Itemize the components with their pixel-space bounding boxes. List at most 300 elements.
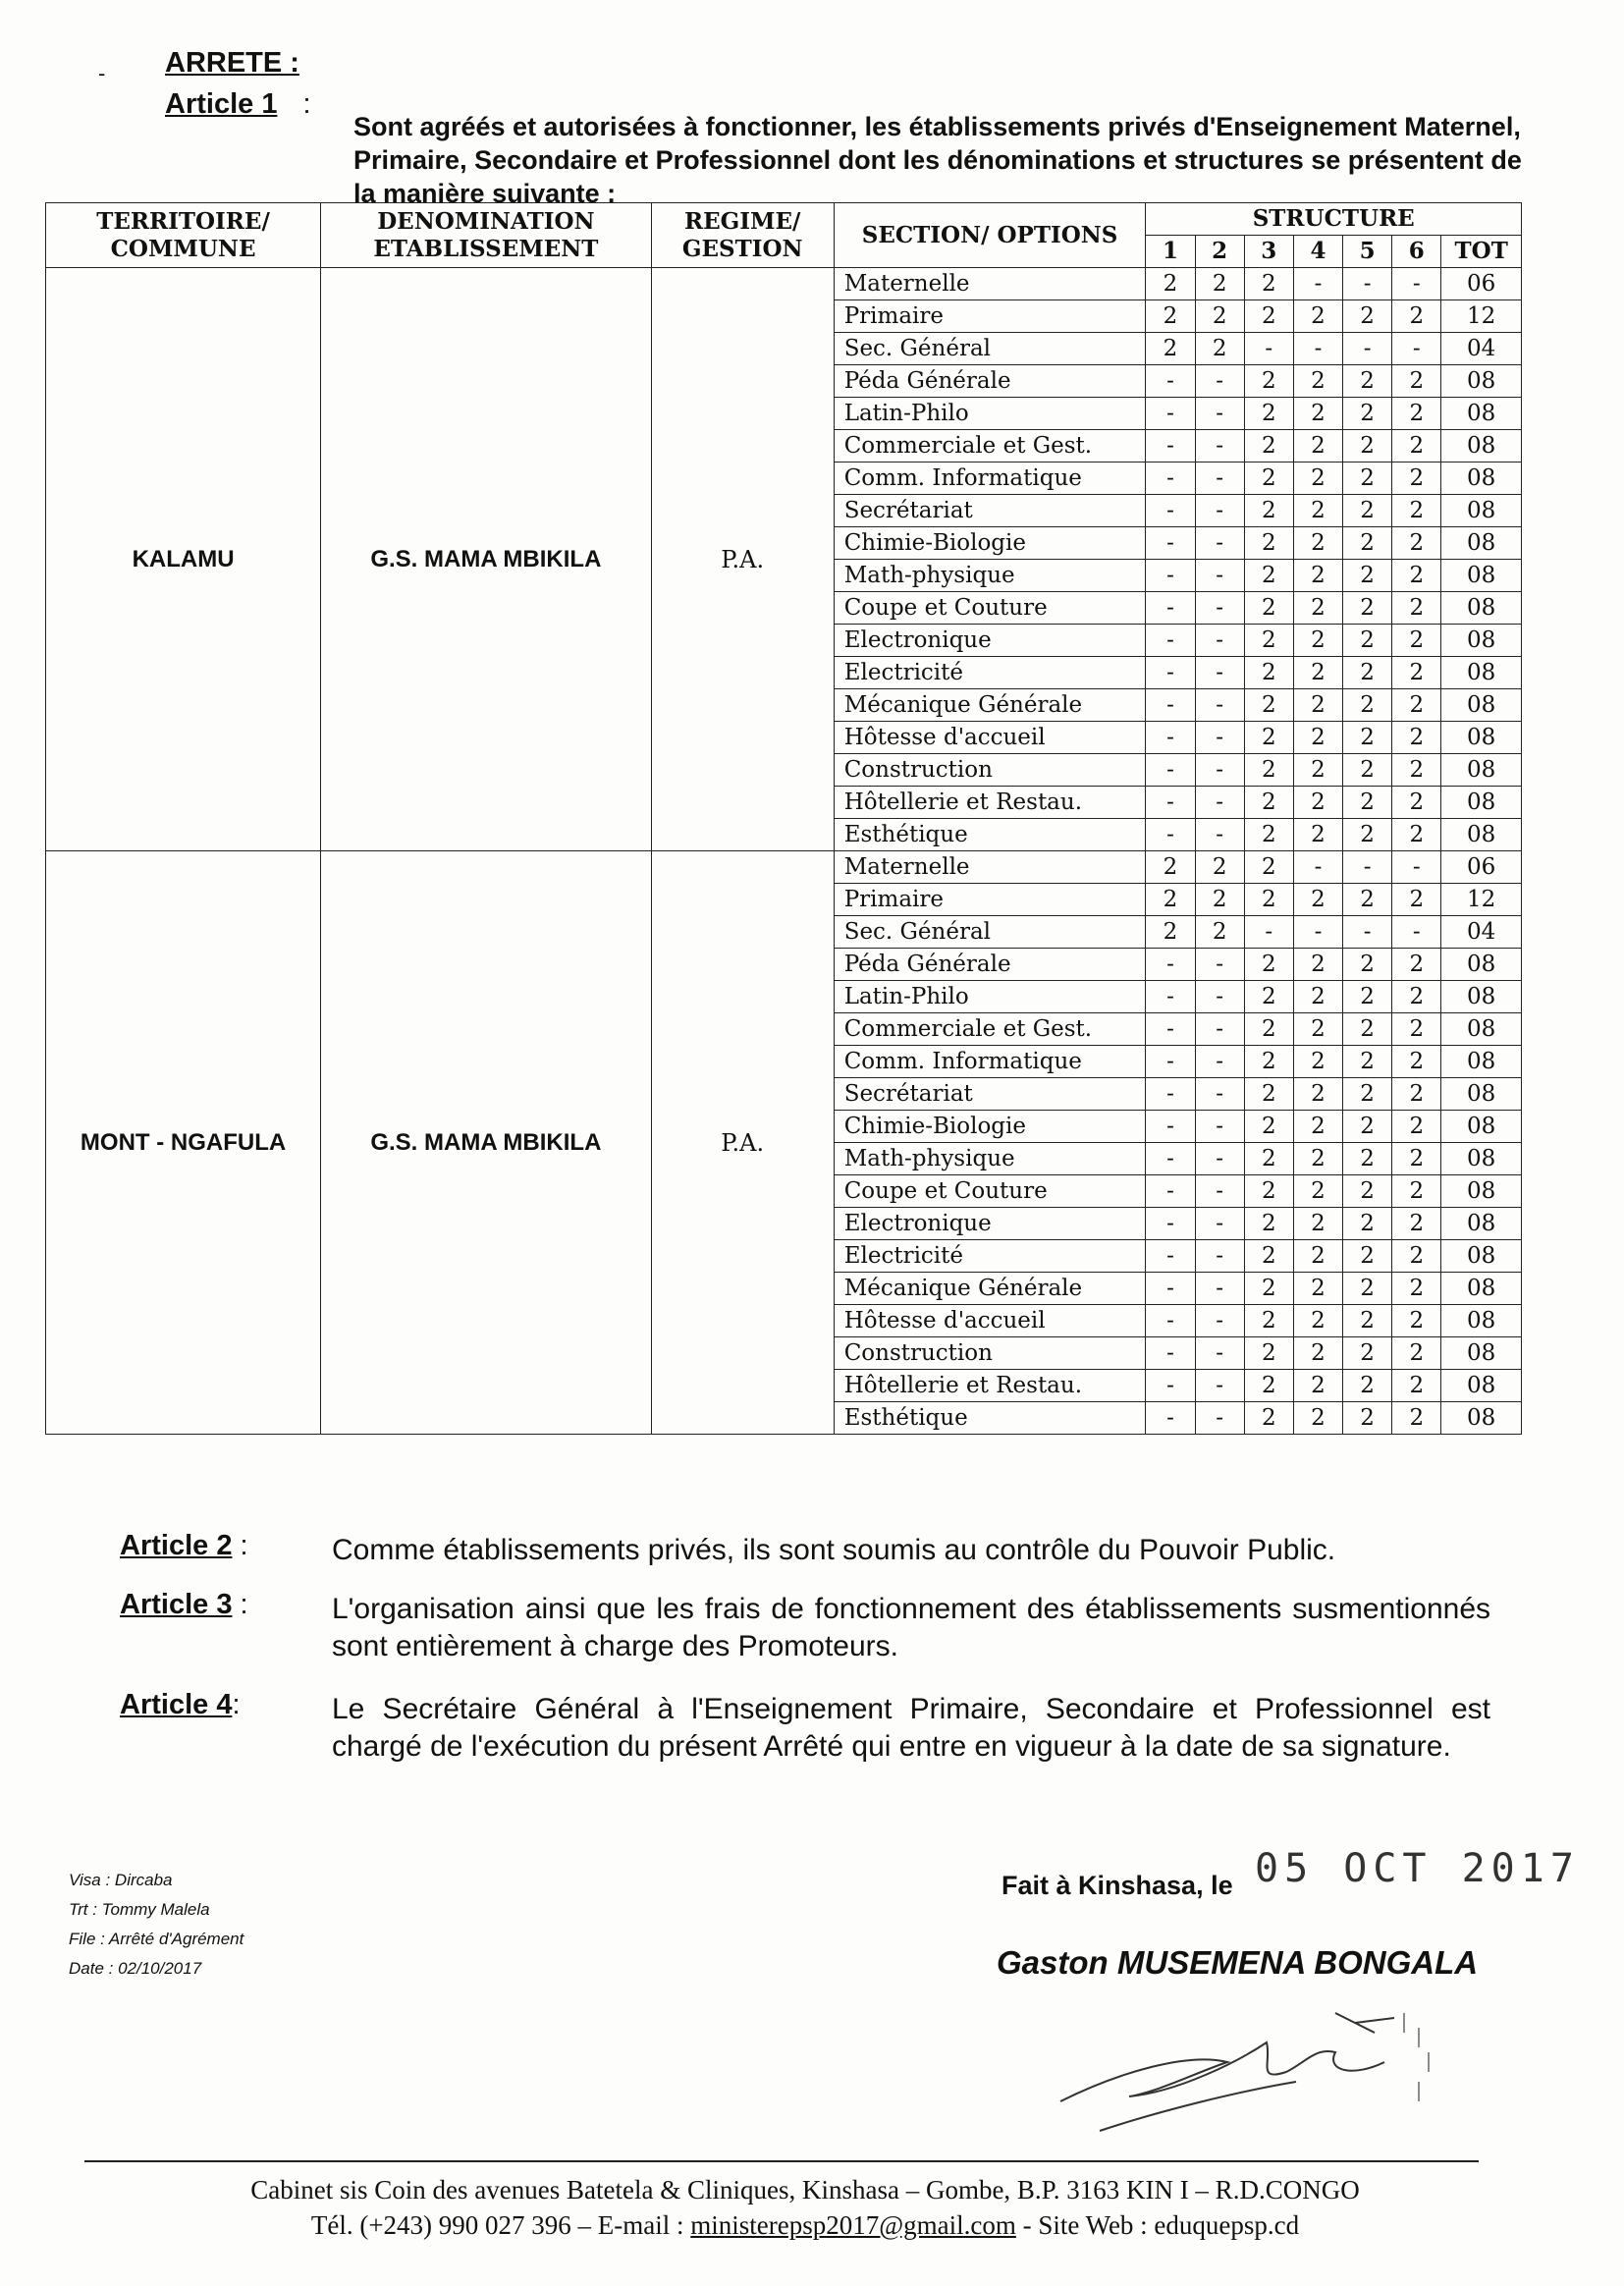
- structure-cell: -: [1195, 495, 1244, 527]
- structure-cell: -: [1195, 657, 1244, 689]
- structure-cell: 2: [1392, 1370, 1441, 1402]
- structure-cell: 2: [1244, 722, 1293, 754]
- place-date-line: Fait à Kinshasa, le: [1001, 1871, 1233, 1900]
- structure-cell: -: [1195, 689, 1244, 722]
- article-1-heading: [165, 88, 311, 121]
- structure-cell: 2: [1244, 560, 1293, 592]
- structure-cell: -: [1392, 916, 1441, 949]
- structure-cell: -: [1195, 463, 1244, 495]
- arrete-title: ARRETE :: [165, 47, 299, 79]
- article-2-heading: [120, 1530, 248, 1562]
- structure-cell: 2: [1343, 398, 1392, 430]
- structure-cell: 2: [1293, 689, 1342, 722]
- article-1-label: Article 1: [165, 88, 278, 120]
- total-cell: 08: [1441, 1402, 1522, 1435]
- structure-cell: 2: [1293, 1402, 1342, 1435]
- structure-cell: 2: [1146, 300, 1195, 333]
- structure-cell: 2: [1146, 268, 1195, 300]
- total-cell: 08: [1441, 657, 1522, 689]
- structure-cell: 2: [1343, 949, 1392, 981]
- structure-cell: 2: [1293, 1078, 1342, 1111]
- section-cell: Secrétariat: [834, 1078, 1146, 1111]
- structure-cell: 2: [1293, 1143, 1342, 1175]
- section-cell: Mécanique Générale: [834, 689, 1146, 722]
- margin-mark: -: [98, 61, 106, 85]
- article-2-text: Comme établissements privés, ils sont soumis au contrôle du Pouvoir Public.: [332, 1534, 1336, 1566]
- structure-cell: 2: [1392, 1046, 1441, 1078]
- section-cell: Comm. Informatique: [834, 463, 1146, 495]
- structure-cell: -: [1146, 1078, 1195, 1111]
- total-cell: 08: [1441, 1175, 1522, 1208]
- structure-cell: 2: [1343, 1111, 1392, 1143]
- structure-cell: 2: [1293, 949, 1342, 981]
- structure-cell: 2: [1244, 300, 1293, 333]
- structure-cell: -: [1146, 398, 1195, 430]
- etablissement-cell: G.S. MAMA MBIKILA: [321, 851, 652, 1435]
- structure-cell: -: [1146, 819, 1195, 851]
- structure-cell: 2: [1392, 1305, 1441, 1337]
- date-line: Date : 02/10/2017: [69, 1959, 202, 1978]
- total-cell: 04: [1441, 916, 1522, 949]
- structure-cell: 2: [1343, 1078, 1392, 1111]
- section-cell: Construction: [834, 754, 1146, 787]
- section-cell: Electronique: [834, 1208, 1146, 1240]
- structure-cell: 2: [1343, 527, 1392, 560]
- structure-cell: 2: [1392, 463, 1441, 495]
- article-4-label: Article 4: [120, 1689, 233, 1720]
- structure-cell: 2: [1392, 1013, 1441, 1046]
- structure-cell: 2: [1195, 300, 1244, 333]
- structure-cell: 2: [1343, 689, 1392, 722]
- structure-cell: -: [1392, 333, 1441, 365]
- structure-cell: 2: [1244, 1402, 1293, 1435]
- structure-cell: 2: [1343, 300, 1392, 333]
- structure-cell: 2: [1146, 916, 1195, 949]
- structure-cell: -: [1195, 754, 1244, 787]
- structure-cell: 2: [1343, 722, 1392, 754]
- structure-cell: -: [1293, 333, 1342, 365]
- header-section: SECTION/ OPTIONS: [834, 203, 1146, 268]
- section-cell: Hôtellerie et Restau.: [834, 787, 1146, 819]
- regime-cell: P.A.: [651, 851, 834, 1435]
- structure-cell: -: [1195, 1143, 1244, 1175]
- structure-cell: 2: [1343, 560, 1392, 592]
- structure-cell: 2: [1392, 1337, 1441, 1370]
- structure-cell: 2: [1293, 657, 1342, 689]
- article-4-heading: [120, 1689, 241, 1721]
- structure-cell: 2: [1244, 949, 1293, 981]
- structure-cell: -: [1195, 592, 1244, 625]
- structure-cell: 2: [1146, 884, 1195, 916]
- section-cell: Latin-Philo: [834, 981, 1146, 1013]
- structure-cell: -: [1146, 495, 1195, 527]
- structure-cell: 2: [1392, 981, 1441, 1013]
- section-cell: Primaire: [834, 300, 1146, 333]
- footer-divider: [84, 2160, 1479, 2162]
- structure-cell: -: [1146, 754, 1195, 787]
- signer-name: Gaston MUSEMENA BONGALA: [997, 1944, 1479, 1981]
- structure-cell: 2: [1392, 689, 1441, 722]
- date-stamp: 05 OCT 2017: [1255, 1846, 1580, 1891]
- structure-cell: -: [1146, 1402, 1195, 1435]
- article-4-text: Le Secrétaire Général à l'Enseignement Primaire, Secondaire et Professionnel est chargé de l'exécution du présent Arrêté qui entre en vigueur à la date de sa signature.: [332, 1693, 1490, 1763]
- structure-cell: -: [1146, 1273, 1195, 1305]
- total-cell: 08: [1441, 981, 1522, 1013]
- section-cell: Electronique: [834, 625, 1146, 657]
- structure-cell: -: [1146, 949, 1195, 981]
- section-cell: Math-physique: [834, 1143, 1146, 1175]
- total-cell: 08: [1441, 1273, 1522, 1305]
- structure-cell: -: [1195, 819, 1244, 851]
- article-1-colon: :: [302, 88, 311, 120]
- structure-cell: -: [1146, 1240, 1195, 1273]
- structure-cell: 2: [1195, 916, 1244, 949]
- section-cell: Math-physique: [834, 560, 1146, 592]
- structure-cell: 2: [1392, 1143, 1441, 1175]
- structure-cell: -: [1146, 365, 1195, 398]
- article-3-text: L'organisation ainsi que les frais de fonctionnement des établissements susmentionnés sont entièrement à charge des Promoteurs.: [332, 1593, 1490, 1662]
- section-cell: Maternelle: [834, 851, 1146, 884]
- total-cell: 08: [1441, 754, 1522, 787]
- structure-cell: 2: [1343, 495, 1392, 527]
- structure-cell: 2: [1293, 1370, 1342, 1402]
- structure-cell: -: [1146, 787, 1195, 819]
- structure-cell: 2: [1293, 1305, 1342, 1337]
- structure-cell: -: [1392, 268, 1441, 300]
- total-cell: 08: [1441, 560, 1522, 592]
- total-cell: 08: [1441, 689, 1522, 722]
- structure-cell: -: [1146, 592, 1195, 625]
- article-colon: :: [232, 1530, 248, 1561]
- structure-cell: -: [1146, 1143, 1195, 1175]
- section-cell: Hôtellerie et Restau.: [834, 1370, 1146, 1402]
- structure-cell: 2: [1392, 787, 1441, 819]
- structure-cell: 2: [1195, 268, 1244, 300]
- section-cell: Comm. Informatique: [834, 1046, 1146, 1078]
- structure-cell: 2: [1244, 1273, 1293, 1305]
- header-col-4: 4: [1293, 236, 1342, 268]
- structure-cell: -: [1195, 1402, 1244, 1435]
- structure-cell: 2: [1244, 1078, 1293, 1111]
- structure-cell: -: [1343, 851, 1392, 884]
- section-cell: Latin-Philo: [834, 398, 1146, 430]
- structure-cell: 2: [1392, 884, 1441, 916]
- structure-cell: -: [1146, 560, 1195, 592]
- total-cell: 06: [1441, 268, 1522, 300]
- structure-cell: 2: [1343, 1240, 1392, 1273]
- footer-line-2: [108, 2207, 1502, 2243]
- header-col-tot: TOT: [1441, 236, 1522, 268]
- total-cell: 08: [1441, 1078, 1522, 1111]
- structure-cell: 2: [1293, 722, 1342, 754]
- header-territoire: TERRITOIRE/ COMMUNE: [46, 203, 321, 268]
- total-cell: 08: [1441, 1046, 1522, 1078]
- total-cell: 08: [1441, 1111, 1522, 1143]
- handwritten-signature: [1041, 1993, 1453, 2141]
- structure-cell: -: [1146, 1013, 1195, 1046]
- structure-cell: 2: [1244, 1370, 1293, 1402]
- structure-cell: -: [1244, 333, 1293, 365]
- structure-cell: -: [1146, 1370, 1195, 1402]
- structure-cell: 2: [1293, 625, 1342, 657]
- section-cell: Péda Générale: [834, 949, 1146, 981]
- structure-cell: -: [1146, 657, 1195, 689]
- structure-cell: 2: [1293, 592, 1342, 625]
- file-line: File : Arrêté d'Agrément: [69, 1930, 244, 1948]
- structure-cell: -: [1392, 851, 1441, 884]
- structure-cell: 2: [1244, 819, 1293, 851]
- structure-cell: -: [1195, 1305, 1244, 1337]
- header-col-1: 1: [1146, 236, 1195, 268]
- total-cell: 08: [1441, 1305, 1522, 1337]
- header-structure: STRUCTURE: [1146, 203, 1522, 236]
- total-cell: 08: [1441, 527, 1522, 560]
- structure-cell: -: [1146, 1046, 1195, 1078]
- structure-cell: 2: [1244, 495, 1293, 527]
- structure-cell: 2: [1293, 884, 1342, 916]
- structure-cell: 2: [1244, 398, 1293, 430]
- structure-cell: -: [1195, 722, 1244, 754]
- section-cell: Chimie-Biologie: [834, 527, 1146, 560]
- structure-cell: 2: [1146, 333, 1195, 365]
- structure-cell: 2: [1392, 1208, 1441, 1240]
- structure-cell: -: [1146, 1208, 1195, 1240]
- total-cell: 08: [1441, 722, 1522, 754]
- structure-cell: -: [1293, 851, 1342, 884]
- section-cell: Electricité: [834, 657, 1146, 689]
- structure-cell: 2: [1343, 463, 1392, 495]
- structure-cell: -: [1146, 1111, 1195, 1143]
- total-cell: 08: [1441, 365, 1522, 398]
- table-row: [46, 851, 1522, 884]
- structure-cell: 2: [1343, 365, 1392, 398]
- header-col-5: 5: [1343, 236, 1392, 268]
- structure-cell: 2: [1244, 1046, 1293, 1078]
- structure-cell: 2: [1343, 787, 1392, 819]
- section-cell: Primaire: [834, 884, 1146, 916]
- structure-cell: -: [1195, 1240, 1244, 1273]
- structure-cell: 2: [1244, 430, 1293, 463]
- section-cell: Esthétique: [834, 1402, 1146, 1435]
- total-cell: 08: [1441, 592, 1522, 625]
- structure-cell: 2: [1244, 981, 1293, 1013]
- structure-cell: 2: [1293, 981, 1342, 1013]
- structure-cell: -: [1195, 1013, 1244, 1046]
- structure-cell: 2: [1244, 1111, 1293, 1143]
- structure-cell: 2: [1392, 300, 1441, 333]
- structure-cell: -: [1195, 949, 1244, 981]
- header-row: [46, 203, 1522, 236]
- structure-cell: -: [1343, 268, 1392, 300]
- structure-cell: -: [1244, 916, 1293, 949]
- table-row: [46, 268, 1522, 300]
- structure-cell: -: [1195, 365, 1244, 398]
- structure-cell: 2: [1293, 527, 1342, 560]
- structure-cell: 2: [1392, 430, 1441, 463]
- footer-line-1: Cabinet sis Coin des avenues Batetela & Cliniques, Kinshasa – Gombe, B.P. 3163 KIN I – R.D.CONGO: [250, 2175, 1360, 2204]
- header-col-6: 6: [1392, 236, 1441, 268]
- structure-cell: 2: [1293, 1337, 1342, 1370]
- total-cell: 04: [1441, 333, 1522, 365]
- structure-cell: -: [1146, 689, 1195, 722]
- structure-cell: -: [1146, 722, 1195, 754]
- structure-cell: 2: [1392, 657, 1441, 689]
- structure-cell: 2: [1392, 1078, 1441, 1111]
- structure-cell: 2: [1293, 398, 1342, 430]
- structure-cell: 2: [1343, 430, 1392, 463]
- article-3-label: Article 3: [120, 1589, 233, 1620]
- structure-cell: 2: [1293, 1240, 1342, 1273]
- total-cell: 08: [1441, 495, 1522, 527]
- structure-cell: -: [1195, 527, 1244, 560]
- structure-cell: 2: [1244, 851, 1293, 884]
- structure-cell: 2: [1244, 787, 1293, 819]
- structure-cell: 2: [1244, 1305, 1293, 1337]
- section-cell: Sec. Général: [834, 333, 1146, 365]
- structure-cell: 2: [1392, 495, 1441, 527]
- article-1-text: Sont agréés et autorisées à fonctionner, les établissements privés d'Enseignement Maternel, Primaire, Secondaire et Professionnel dont les dénominations et structures se présentent de la manière suivante :: [353, 112, 1522, 208]
- structure-cell: -: [1293, 916, 1342, 949]
- structure-cell: -: [1343, 333, 1392, 365]
- structure-cell: 2: [1244, 657, 1293, 689]
- total-cell: 08: [1441, 1208, 1522, 1240]
- structure-cell: -: [1195, 1273, 1244, 1305]
- footer-tel: Tél. (+243) 990 027 396 – E-mail :: [310, 2210, 684, 2240]
- total-cell: 08: [1441, 819, 1522, 851]
- footer-email-link[interactable]: ministerepsp2017@gmail.com: [690, 2210, 1016, 2240]
- structure-cell: 2: [1392, 949, 1441, 981]
- header-regime: REGIME/ GESTION: [651, 203, 834, 268]
- article-colon: :: [232, 1689, 241, 1720]
- structure-cell: -: [1146, 1305, 1195, 1337]
- section-cell: Secrétariat: [834, 495, 1146, 527]
- structure-cell: -: [1146, 1337, 1195, 1370]
- structure-cell: 2: [1146, 851, 1195, 884]
- structure-cell: 2: [1293, 1273, 1342, 1305]
- structure-cell: 2: [1343, 1046, 1392, 1078]
- structure-cell: 2: [1343, 1337, 1392, 1370]
- structure-cell: 2: [1392, 1402, 1441, 1435]
- structure-cell: 2: [1343, 1370, 1392, 1402]
- section-cell: Coupe et Couture: [834, 592, 1146, 625]
- section-cell: Hôtesse d'accueil: [834, 722, 1146, 754]
- header-col-2: 2: [1195, 236, 1244, 268]
- structure-cell: 2: [1244, 463, 1293, 495]
- structure-cell: -: [1293, 268, 1342, 300]
- section-cell: Maternelle: [834, 268, 1146, 300]
- structure-cell: 2: [1244, 268, 1293, 300]
- header-denomination: DENOMINATION ETABLISSEMENT: [321, 203, 652, 268]
- structure-cell: -: [1195, 981, 1244, 1013]
- section-cell: Péda Générale: [834, 365, 1146, 398]
- structure-cell: 2: [1392, 1111, 1441, 1143]
- commune-cell: MONT - NGAFULA: [46, 851, 321, 1435]
- section-cell: Hôtesse d'accueil: [834, 1305, 1146, 1337]
- structure-cell: 2: [1244, 754, 1293, 787]
- structure-cell: 2: [1293, 754, 1342, 787]
- structure-cell: -: [1195, 1337, 1244, 1370]
- structure-cell: 2: [1343, 819, 1392, 851]
- article-2-label: Article 2: [120, 1530, 233, 1561]
- structure-table: [45, 202, 1522, 1435]
- structure-cell: 2: [1343, 981, 1392, 1013]
- total-cell: 08: [1441, 463, 1522, 495]
- total-cell: 08: [1441, 430, 1522, 463]
- structure-cell: 2: [1343, 1402, 1392, 1435]
- structure-cell: 2: [1343, 754, 1392, 787]
- section-cell: Commerciale et Gest.: [834, 1013, 1146, 1046]
- structure-cell: 2: [1343, 1013, 1392, 1046]
- structure-cell: 2: [1343, 592, 1392, 625]
- structure-cell: 2: [1343, 657, 1392, 689]
- section-cell: Commerciale et Gest.: [834, 430, 1146, 463]
- total-cell: 12: [1441, 884, 1522, 916]
- structure-cell: 2: [1293, 560, 1342, 592]
- structure-cell: 2: [1343, 1273, 1392, 1305]
- section-cell: Coupe et Couture: [834, 1175, 1146, 1208]
- regime-cell: P.A.: [651, 268, 834, 851]
- trt-line: Trt : Tommy Malela: [69, 1900, 210, 1919]
- total-cell: 08: [1441, 1013, 1522, 1046]
- structure-cell: 2: [1293, 495, 1342, 527]
- structure-cell: 2: [1293, 787, 1342, 819]
- structure-cell: 2: [1343, 1175, 1392, 1208]
- total-cell: 08: [1441, 625, 1522, 657]
- structure-cell: -: [1195, 430, 1244, 463]
- structure-cell: -: [1195, 1046, 1244, 1078]
- structure-cell: 2: [1293, 365, 1342, 398]
- structure-cell: 2: [1343, 1208, 1392, 1240]
- structure-cell: -: [1195, 1111, 1244, 1143]
- total-cell: 08: [1441, 1240, 1522, 1273]
- structure-cell: 2: [1392, 722, 1441, 754]
- article-colon: :: [232, 1589, 248, 1620]
- structure-cell: 2: [1343, 1143, 1392, 1175]
- structure-cell: 2: [1293, 1013, 1342, 1046]
- structure-cell: 2: [1392, 527, 1441, 560]
- structure-cell: 2: [1343, 1305, 1392, 1337]
- structure-cell: 2: [1392, 560, 1441, 592]
- structure-cell: -: [1146, 527, 1195, 560]
- structure-cell: 2: [1195, 884, 1244, 916]
- structure-cell: 2: [1244, 592, 1293, 625]
- structure-cell: 2: [1293, 463, 1342, 495]
- structure-cell: -: [1195, 1078, 1244, 1111]
- structure-cell: 2: [1392, 365, 1441, 398]
- structure-cell: 2: [1392, 398, 1441, 430]
- structure-cell: 2: [1392, 1273, 1441, 1305]
- structure-cell: -: [1146, 625, 1195, 657]
- structure-cell: 2: [1195, 333, 1244, 365]
- structure-cell: 2: [1392, 592, 1441, 625]
- section-cell: Mécanique Générale: [834, 1273, 1146, 1305]
- structure-cell: 2: [1293, 819, 1342, 851]
- structure-cell: -: [1195, 1208, 1244, 1240]
- structure-cell: 2: [1392, 819, 1441, 851]
- structure-cell: -: [1195, 1370, 1244, 1402]
- total-cell: 08: [1441, 1337, 1522, 1370]
- structure-cell: 2: [1293, 1046, 1342, 1078]
- section-cell: Chimie-Biologie: [834, 1111, 1146, 1143]
- file-metadata: [69, 1866, 244, 1984]
- total-cell: 08: [1441, 787, 1522, 819]
- etablissement-cell: G.S. MAMA MBIKILA: [321, 268, 652, 851]
- structure-cell: 2: [1343, 884, 1392, 916]
- structure-cell: 2: [1392, 1175, 1441, 1208]
- footer-site: - Site Web : eduquepsp.cd: [1022, 2210, 1300, 2240]
- structure-cell: 2: [1244, 527, 1293, 560]
- structure-cell: 2: [1244, 1240, 1293, 1273]
